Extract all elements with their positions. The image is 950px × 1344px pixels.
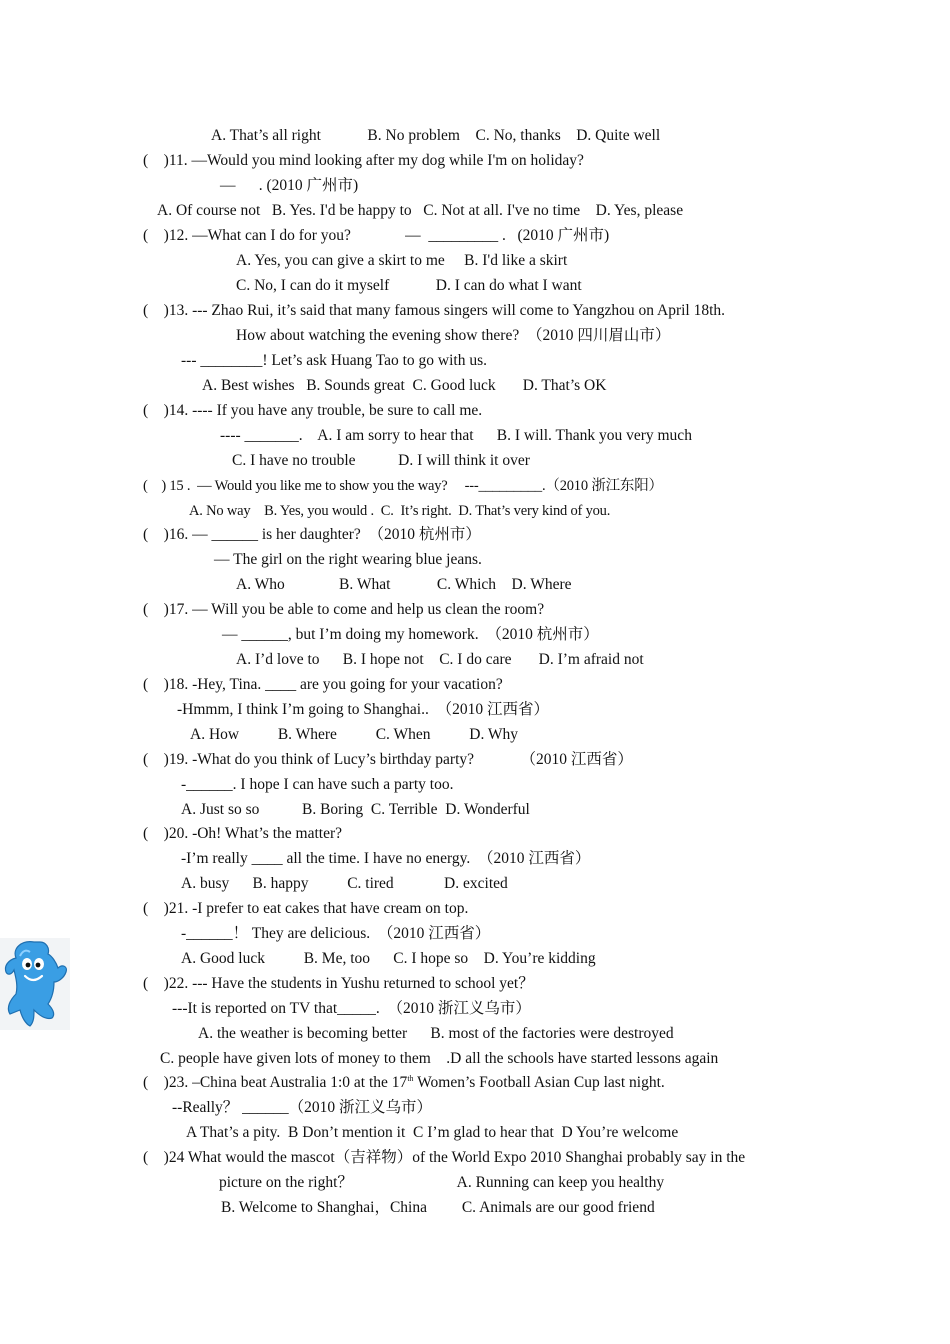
q17-question: ( )17. — Will you be able to come and help us clean the room? xyxy=(143,601,545,618)
q20-question: ( )20. -Oh! What’s the matter? xyxy=(143,825,342,842)
q11-answer-line: — . (2010 广州市) xyxy=(220,177,359,194)
q11-options: A. Of course not B. Yes. I'd be happy to C. Not at all. I've no time D. Yes, please xyxy=(157,202,684,219)
q18-question: ( )18. -Hey, Tina. ____ are you going for your vacation? xyxy=(143,676,503,693)
q24-options-bc: B. Welcome to Shanghai，China C. Animals are our good friend xyxy=(221,1199,655,1216)
q20-options: A. busy B. happy C. tired D. excited xyxy=(181,875,508,892)
q22-options-ab: A. the weather is becoming better B. most of the factories were destroyed xyxy=(198,1025,674,1042)
q23-options: A That’s a pity. B Don’t mention it C I’m glad to hear that D You’re welcome xyxy=(186,1124,679,1141)
q18-options: A. How B. Where C. When D. Why xyxy=(190,726,519,743)
q17-answer-line: — ______, but I’m doing my homework. （2010 杭州市） xyxy=(222,626,599,643)
q16-question: ( )16. — ______ is her daughter? （2010 杭州市） xyxy=(143,526,481,543)
q15-question: ( ) 15 . — Would you like me to show you the way? ---_________.（2010 浙江东阳） xyxy=(143,478,663,494)
q14-options-cd: C. I have no trouble D. I will think it over xyxy=(232,452,530,469)
q22-options-cd: C. people have given lots of money to them .D all the schools have started lessons again xyxy=(160,1050,719,1067)
q10-options: A. That’s all right B. No problem C. No, thanks D. Quite well xyxy=(211,127,661,144)
q16-options: A. Who B. What C. Which D. Where xyxy=(236,576,572,593)
q16-answer-line: — The girl on the right wearing blue jeans. xyxy=(214,551,482,568)
q12-question: ( )12. —What can I do for you? — _________ . (2010 广州市) xyxy=(143,227,610,244)
q22-question: ( )22. --- Have the students in Yushu returned to school yet？ xyxy=(143,975,534,992)
q13-options: A. Best wishes B. Sounds great C. Good luck D. That’s OK xyxy=(202,377,607,394)
q19-options: A. Just so so B. Boring C. Terrible D. Wonderful xyxy=(181,801,530,818)
q21-options: A. Good luck B. Me, too C. I hope so D. You’re kidding xyxy=(181,950,596,967)
q24-question: ( )24 What would the mascot（吉祥物）of the World Expo 2010 Shanghai probably say in the xyxy=(143,1149,746,1166)
q12-options-cd: C. No, I can do it myself D. I can do what I want xyxy=(236,277,582,294)
q23-answer-line: --Really？ ______（2010 浙江义乌市） xyxy=(172,1099,433,1116)
q18-answer-line: -Hmmm, I think I’m going to Shanghai.. （2010 江西省） xyxy=(177,701,549,718)
q11-question: ( )11. —Would you mind looking after my dog while I'm on holiday? xyxy=(143,152,584,169)
q14-question: ( )14. ---- If you have any trouble, be sure to call me. xyxy=(143,402,483,419)
q24-question-cont: picture on the right？ A. Running can keep you healthy xyxy=(219,1174,665,1191)
q21-question: ( )21. -I prefer to eat cakes that have cream on top. xyxy=(143,900,469,917)
q19-answer-line: -______. I hope I can have such a party too. xyxy=(181,776,454,793)
q23-question: ( )23. –China beat Australia 1:0 at the 17th Women’s Football Asian Cup last night. xyxy=(143,1073,665,1091)
q15-options: A. No way B. Yes, you would . C. It’s right. D. That’s very kind of you. xyxy=(189,503,611,519)
q13-question-cont: How about watching the evening show there? （2010 四川眉山市） xyxy=(236,327,671,344)
q20-answer-line: -I’m really ____ all the time. I have no energy. （2010 江西省） xyxy=(181,850,591,867)
q21-answer-line: -______！ They are delicious. （2010 江西省） xyxy=(181,925,491,942)
q19-question: ( )19. -What do you think of Lucy’s birthday party? （2010 江西省） xyxy=(143,751,633,768)
q14-options-ab: ---- _______. A. I am sorry to hear that B. I will. Thank you very much xyxy=(220,427,692,444)
q13-answer-line: --- ________! Let’s ask Huang Tao to go with us. xyxy=(181,352,488,369)
q22-answer-line: ---It is reported on TV that_____. （2010 浙江义乌市） xyxy=(172,1000,531,1017)
q12-options-ab: A. Yes, you can give a skirt to me B. I'd like a skirt xyxy=(236,252,568,269)
q17-options: A. I’d love to B. I hope not C. I do care D. I’m afraid not xyxy=(236,651,644,668)
expo-mascot-icon xyxy=(0,938,70,1030)
q13-question: ( )13. --- Zhao Rui, it’s said that many famous singers will come to Yangzhou on April 18th. xyxy=(143,302,726,319)
